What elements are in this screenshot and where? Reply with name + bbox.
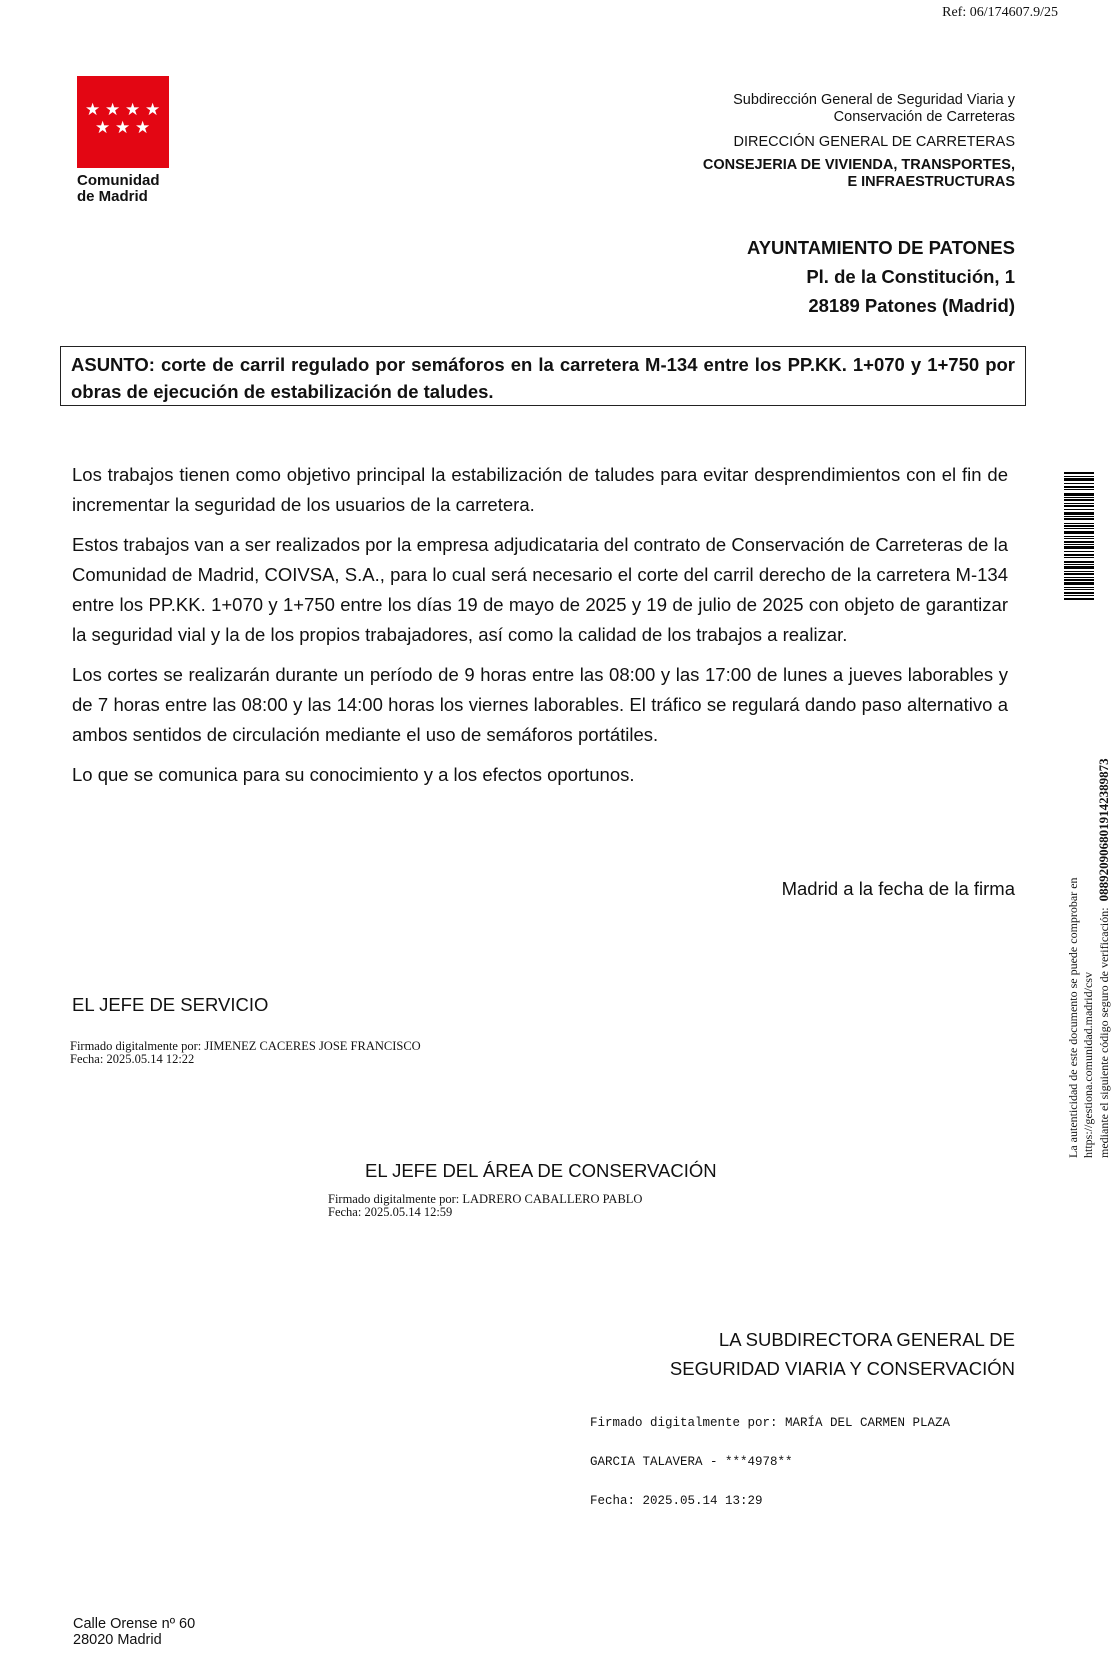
- dept-line3: DIRECCIÓN GENERAL DE CARRETERAS: [733, 134, 1015, 150]
- document-reference: Ref: 06/174607.9/25: [942, 5, 1058, 20]
- body-paragraph-1: Los trabajos tienen como objetivo principal la estabilización de taludes para evitar desprendimientos con el fin de incrementar la seguridad de los usuarios de la carretera.: [72, 464, 1008, 515]
- signature-1-signed-by: Firmado digitalmente por: JIMENEZ CACERES JOSE FRANCISCO: [70, 1039, 421, 1053]
- signature-3-title: [670, 1325, 1015, 1383]
- signature-2-date: Fecha: 2025.05.14 12:59: [328, 1205, 453, 1219]
- signature-3-date: Fecha: 2025.05.14 13:29: [590, 1494, 763, 1508]
- recipient-city: 28189 Patones (Madrid): [808, 295, 1015, 316]
- recipient-address: [747, 233, 1015, 320]
- signature-2-title: EL JEFE DEL ÁREA DE CONSERVACIÓN: [365, 1160, 717, 1181]
- verification-line3: mediante el siguiente código seguro de verificación:: [1097, 907, 1111, 1158]
- logo-text-line1: Comunidad: [77, 172, 160, 189]
- signature-3-signed-by-line2: GARCIA TALAVERA - ***4978**: [590, 1455, 793, 1469]
- signature-1-meta: [70, 1040, 421, 1066]
- dept-line5: E INFRAESTRUCTURAS: [847, 174, 1015, 190]
- body-paragraph-4: Lo que se comunica para su conocimiento y a los efectos oportunos.: [72, 764, 635, 785]
- footer-line2: 28020 Madrid: [73, 1632, 162, 1648]
- signature-1-date: Fecha: 2025.05.14 12:22: [70, 1052, 195, 1066]
- letter-body: [72, 460, 1008, 800]
- recipient-name: AYUNTAMIENTO DE PATONES: [747, 237, 1015, 258]
- verification-line1: La autenticidad de este documento se puede comprobar en: [1066, 877, 1080, 1158]
- verification-line2: https://gestiona.comunidad.madrid/csv: [1081, 972, 1095, 1158]
- verification-code: 0889209068019142389873: [1096, 758, 1111, 902]
- verification-line3-row: [1096, 758, 1112, 1158]
- signature-1-title: EL JEFE DE SERVICIO: [72, 994, 269, 1015]
- dept-line1: Subdirección General de Seguridad Viaria y: [733, 92, 1015, 108]
- verification-notice: [1066, 758, 1112, 1158]
- signature-2-signed-by: Firmado digitalmente por: LADRERO CABALLERO PABLO: [328, 1192, 643, 1206]
- logo-text: [77, 173, 169, 205]
- body-paragraph-3: Los cortes se realizarán durante un período de 9 horas entre las 08:00 y las 17:00 de lunes a jueves laborables y de 7 horas entre las 08:00 y las 14:00 horas los viernes laborables. El tráfico se regulará dando paso alternativo a ambos sentidos de circulación mediante el uso de semáforos portátiles.: [72, 664, 1008, 745]
- signature-3-meta: [590, 1391, 950, 1521]
- logo-text-line2: de Madrid: [77, 188, 148, 205]
- recipient-street: Pl. de la Constitución, 1: [806, 266, 1015, 287]
- seven-stars-logo-icon: ★ ★ ★ ★ ★ ★ ★: [77, 76, 169, 168]
- signature-2-meta: [328, 1193, 642, 1219]
- body-paragraph-2: Estos trabajos van a ser realizados por la empresa adjudicataria del contrato de Conservación de Carreteras de la Comunidad de Madrid, COIVSA, S.A., para lo cual será necesario el corte del carril derecho de la carretera M-134 entre los PP.KK. 1+070 y 1+750 entre los días 19 de mayo de 2025 y 19 de julio de 2025 con objeto de garantizar la seguridad vial y la de los propios trabajadores, así como la calidad de los trabajos a realizar.: [72, 534, 1008, 645]
- dept-line2: Conservación de Carreteras: [833, 109, 1015, 125]
- verification-barcode: [1064, 472, 1094, 644]
- signature-3-signed-by-line1: Firmado digitalmente por: MARÍA DEL CARMEN PLAZA: [590, 1416, 951, 1430]
- dept-line4: CONSEJERIA DE VIVIENDA, TRANSPORTES,: [702, 157, 1015, 173]
- department-header: [703, 92, 1015, 191]
- footer-line1: Calle Orense nº 60: [73, 1616, 196, 1632]
- place-date: Madrid a la fecha de la firma: [781, 878, 1015, 899]
- comunidad-de-madrid-logo: [77, 76, 169, 205]
- footer-address: [73, 1616, 195, 1648]
- subject-box: ASUNTO: corte de carril regulado por semáforos en la carretera M-134 entre los PP.KK. 1+070 y 1+750 por obras de ejecución de estabilización de taludes.: [60, 346, 1026, 406]
- signature-3-title-line2: SEGURIDAD VIARIA Y CONSERVACIÓN: [669, 1358, 1015, 1379]
- signature-3-title-line1: LA SUBDIRECTORA GENERAL DE: [718, 1329, 1015, 1350]
